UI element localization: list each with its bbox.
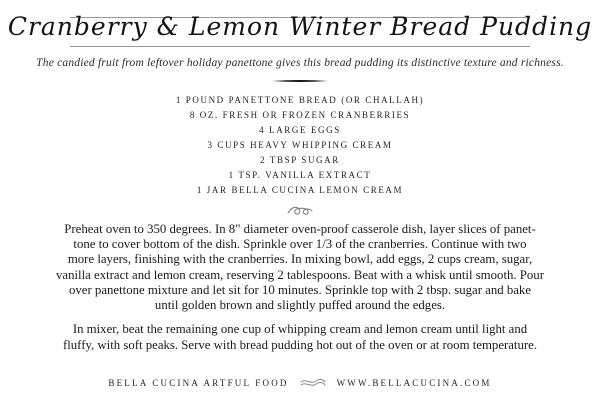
brand-name: BELLA CUCINA ARTFUL FOOD	[108, 378, 289, 388]
ingredient-item: 8 OZ. FRESH OR FROZEN CRANBERRIES	[189, 110, 411, 120]
ingredient-item: 1 JAR BELLA CUCINA LEMON CREAM	[196, 185, 404, 195]
ingredient-item: 1 POUND PANETTONE BREAD (OR CHALLAH)	[175, 95, 425, 105]
section-divider-rule	[272, 80, 328, 82]
instruction-line: fluffy, with soft peaks. Serve with bread pudding hot out of the oven or at room temperature.	[62, 338, 538, 353]
ingredient-item: 3 CUPS HEAVY WHIPPING CREAM	[207, 140, 393, 150]
instructions-paragraph-2	[0, 321, 600, 353]
instruction-line: tone to cover bottom of the dish. Sprinkle over 1/3 of the cranberries. Continue with two	[73, 237, 527, 252]
instruction-line: In mixer, beat the remaining one cup of whipping cream and lemon cream until light and	[72, 322, 528, 336]
ingredient-item: 1 TSP. VANILLA EXTRACT	[228, 170, 372, 180]
ingredient-item: 2 TBSP SUGAR	[260, 155, 340, 165]
ingredient-item: 4 LARGE EGGS	[259, 125, 341, 135]
header-rule-bottom	[70, 46, 530, 47]
footer	[0, 374, 600, 392]
instruction-line: until golden brown and slightly puffed around the edges.	[154, 298, 446, 313]
recipe-title: Cranberry & Lemon Winter Bread Pudding	[7, 12, 593, 41]
instruction-line: over panettone mixture and let sit for 10 minutes. Sprinkle top with 2 tbsp. sugar and bake	[68, 282, 532, 297]
instruction-line: more layers, finishing with the cranberries. In mixing bowl, add eggs, 2 cups cream, sugar,	[67, 252, 533, 267]
recipe-subtitle: The candied fruit from leftover holiday panettone gives this bread pudding its distinctive texture and richness.	[36, 57, 564, 69]
instruction-line: vanilla extract and lemon cream, reserving 2 tablespoons. Beat with a whisk until smooth. Pour	[56, 267, 544, 282]
wave-flourish-icon	[299, 374, 327, 392]
website-url: WWW.BELLACUCINA.COM	[336, 378, 492, 388]
ingredients-list	[0, 93, 600, 198]
instruction-line: Preheat oven to 350 degrees. In 8" diameter oven-proof casserole dish, layer slices of panet-	[64, 222, 536, 236]
instructions-paragraph-1	[0, 222, 600, 313]
swirl-flourish-icon	[0, 201, 600, 219]
